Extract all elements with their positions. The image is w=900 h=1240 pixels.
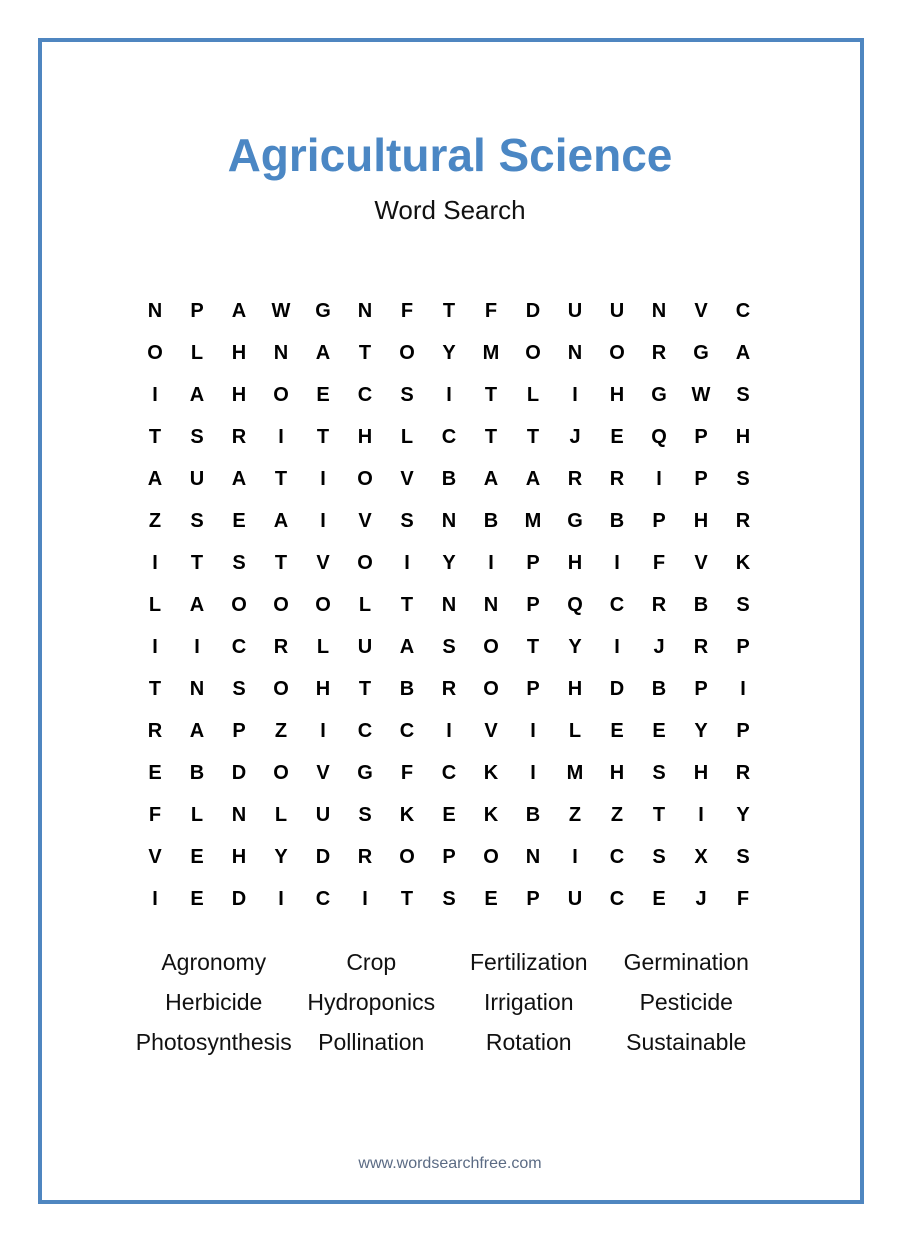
grid-cell: D — [231, 762, 247, 784]
grid-cell: I — [446, 384, 452, 406]
grid-cell: A — [231, 300, 247, 322]
grid-cell: K — [483, 804, 499, 826]
grid-cell: U — [357, 636, 373, 658]
grid-cell: O — [609, 342, 625, 364]
grid-row — [134, 374, 764, 416]
grid-cell: F — [400, 762, 414, 784]
grid-cell: V — [148, 846, 162, 868]
grid-cell: A — [189, 720, 205, 742]
grid-cell: B — [693, 594, 709, 616]
grid-cell: S — [190, 510, 204, 532]
grid-row — [134, 710, 764, 752]
word-list-item: Crop — [346, 949, 397, 975]
grid-cell: H — [693, 762, 709, 784]
grid-cell: T — [526, 426, 540, 448]
grid-cell: I — [152, 636, 158, 658]
word-list-item: Pesticide — [639, 989, 733, 1015]
grid-cell: N — [525, 846, 541, 868]
word-list-item: Agronomy — [161, 949, 267, 975]
grid-cell: C — [609, 594, 625, 616]
grid-cell: R — [651, 594, 667, 616]
grid-row — [134, 500, 764, 542]
grid-cell: R — [735, 510, 751, 532]
grid-cell: I — [194, 636, 200, 658]
grid-cell: I — [530, 762, 536, 784]
grid-cell: V — [694, 300, 708, 322]
grid-cell: O — [483, 678, 499, 700]
grid-cell: S — [232, 678, 246, 700]
grid-cell: N — [441, 510, 457, 532]
grid-cell: A — [189, 384, 205, 406]
grid-cell: E — [610, 426, 624, 448]
grid-cell: D — [609, 678, 625, 700]
grid-cell: P — [736, 720, 750, 742]
grid-cell: R — [147, 720, 163, 742]
grid-row — [134, 836, 764, 878]
grid-cell: Y — [274, 846, 288, 868]
grid-cell: A — [189, 594, 205, 616]
grid-cell: I — [362, 888, 368, 910]
grid-cell: O — [483, 636, 499, 658]
grid-cell: G — [315, 300, 331, 322]
grid-cell: S — [652, 762, 666, 784]
grid-cell: G — [651, 384, 667, 406]
grid-cell: J — [569, 426, 581, 448]
grid-cell: Q — [651, 426, 667, 448]
grid-cell: O — [357, 552, 373, 574]
grid-cell: O — [399, 342, 415, 364]
grid-cell: I — [698, 804, 704, 826]
grid-cell: T — [190, 552, 204, 574]
grid-cell: S — [736, 594, 750, 616]
grid-cell: R — [651, 342, 667, 364]
grid-row — [134, 332, 764, 374]
grid-cell: S — [400, 510, 414, 532]
grid-cell: T — [274, 468, 288, 490]
grid-cell: S — [736, 846, 750, 868]
grid-cell: P — [526, 678, 540, 700]
grid-cell: C — [231, 636, 247, 658]
grid-cell: H — [357, 426, 373, 448]
grid-cell: O — [273, 678, 289, 700]
grid-cell: L — [526, 384, 540, 406]
grid-cell: I — [488, 552, 494, 574]
grid-cell: O — [483, 846, 499, 868]
grid-cell: L — [568, 720, 582, 742]
grid-cell: L — [190, 804, 204, 826]
grid-cell: V — [316, 552, 330, 574]
grid-cell: N — [273, 342, 289, 364]
grid-cell: Y — [442, 552, 456, 574]
grid-cell: E — [232, 510, 246, 532]
grid-cell: H — [315, 678, 331, 700]
grid-cell: V — [316, 762, 330, 784]
word-list-item: Photosynthesis — [135, 1029, 292, 1055]
grid-cell: P — [526, 888, 540, 910]
grid-cell: L — [358, 594, 372, 616]
grid-cell: R — [273, 636, 289, 658]
grid-row — [134, 878, 764, 920]
grid-cell: N — [441, 594, 457, 616]
grid-cell: F — [484, 300, 498, 322]
grid-cell: E — [316, 384, 330, 406]
grid-cell: R — [735, 762, 751, 784]
grid-cell: L — [400, 426, 414, 448]
grid-cell: I — [320, 720, 326, 742]
grid-cell: B — [483, 510, 499, 532]
grid-cell: P — [694, 678, 708, 700]
word-list-item: Herbicide — [165, 989, 263, 1015]
word-list-item: Germination — [623, 949, 749, 975]
word-row — [135, 982, 765, 1022]
grid-cell: U — [189, 468, 205, 490]
grid-cell: U — [567, 888, 583, 910]
grid-row — [134, 626, 764, 668]
grid-cell: C — [609, 888, 625, 910]
page-subtitle: Word Search — [374, 195, 526, 225]
grid-cell: T — [526, 636, 540, 658]
word-list-item: Sustainable — [626, 1029, 747, 1055]
grid-cell: S — [652, 846, 666, 868]
grid-cell: O — [231, 594, 247, 616]
grid-cell: R — [567, 468, 583, 490]
grid-row — [134, 290, 764, 332]
grid-cell: H — [231, 342, 247, 364]
grid-cell: I — [614, 636, 620, 658]
word-list-item: Fertilization — [469, 949, 588, 975]
grid-cell: X — [694, 846, 708, 868]
grid-cell: P — [526, 594, 540, 616]
grid-cell: R — [441, 678, 457, 700]
grid-cell: O — [525, 342, 541, 364]
footer-url: www.wordsearchfree.com — [358, 1155, 542, 1172]
grid-cell: R — [231, 426, 247, 448]
grid-cell: T — [484, 426, 498, 448]
grid-cell: K — [399, 804, 415, 826]
grid-cell: A — [525, 468, 541, 490]
grid-cell: C — [357, 384, 373, 406]
grid-cell: M — [482, 342, 500, 364]
grid-cell: T — [316, 426, 330, 448]
grid-cell: S — [400, 384, 414, 406]
grid-cell: H — [567, 678, 583, 700]
grid-cell: V — [358, 510, 372, 532]
grid-cell: T — [652, 804, 666, 826]
grid-cell: H — [231, 384, 247, 406]
word-list-item: Pollination — [318, 1029, 425, 1055]
grid-cell: D — [231, 888, 247, 910]
grid-cell: S — [232, 552, 246, 574]
grid-cell: G — [357, 762, 373, 784]
grid-cell: T — [400, 594, 414, 616]
grid-cell: S — [736, 468, 750, 490]
grid-cell: P — [526, 552, 540, 574]
page-title: Agricultural Science — [227, 129, 673, 181]
grid-cell: W — [271, 300, 291, 322]
word-row — [135, 1022, 765, 1062]
grid-cell: H — [231, 846, 247, 868]
grid-cell: F — [148, 804, 162, 826]
grid-cell: N — [651, 300, 667, 322]
grid-cell: A — [147, 468, 163, 490]
grid-cell: G — [693, 342, 709, 364]
grid-cell: N — [483, 594, 499, 616]
grid-cell: D — [525, 300, 541, 322]
grid-cell: C — [441, 762, 457, 784]
grid-cell: P — [694, 426, 708, 448]
grid-cell: A — [273, 510, 289, 532]
grid-cell: V — [694, 552, 708, 574]
grid-cell: H — [735, 426, 751, 448]
grid-cell: V — [484, 720, 498, 742]
grid-cell: K — [483, 762, 499, 784]
grid-cell: D — [315, 846, 331, 868]
grid-cell: Q — [567, 594, 583, 616]
grid-cell: T — [274, 552, 288, 574]
grid-cell: H — [609, 762, 625, 784]
grid-cell: P — [694, 468, 708, 490]
grid-cell: A — [231, 468, 247, 490]
grid-cell: L — [274, 804, 288, 826]
grid-cell: F — [652, 552, 666, 574]
grid-cell: O — [147, 342, 163, 364]
grid-cell: W — [691, 384, 711, 406]
grid-cell: S — [442, 636, 456, 658]
grid-cell: N — [231, 804, 247, 826]
grid-cell: R — [609, 468, 625, 490]
grid-cell: H — [693, 510, 709, 532]
grid-cell: S — [736, 384, 750, 406]
grid-cell: S — [442, 888, 456, 910]
grid-cell: A — [483, 468, 499, 490]
grid-row — [134, 542, 764, 584]
grid-cell: Z — [274, 720, 288, 742]
grid-cell: I — [404, 552, 410, 574]
word-list-item: Hydroponics — [307, 989, 436, 1015]
grid-cell: J — [695, 888, 707, 910]
grid-row — [134, 584, 764, 626]
grid-cell: A — [399, 636, 415, 658]
grid-cell: P — [652, 510, 666, 532]
grid-cell: I — [152, 552, 158, 574]
grid-cell: S — [190, 426, 204, 448]
grid-cell: R — [357, 846, 373, 868]
grid-cell: N — [147, 300, 163, 322]
grid-cell: H — [609, 384, 625, 406]
grid-cell: Y — [442, 342, 456, 364]
grid-cell: I — [530, 720, 536, 742]
grid-row — [134, 458, 764, 500]
grid-cell: T — [484, 384, 498, 406]
grid-row — [134, 668, 764, 710]
grid-cell: I — [656, 468, 662, 490]
grid-cell: F — [736, 888, 750, 910]
grid-cell: I — [320, 468, 326, 490]
grid-cell: A — [735, 342, 751, 364]
grid-cell: B — [651, 678, 667, 700]
word-row — [135, 942, 765, 982]
grid-cell: I — [572, 384, 578, 406]
grid-cell: E — [190, 846, 204, 868]
grid-cell: K — [735, 552, 751, 574]
letter-grid — [134, 290, 764, 920]
grid-cell: I — [320, 510, 326, 532]
grid-cell: O — [357, 468, 373, 490]
grid-cell: M — [566, 762, 584, 784]
grid-cell: Y — [568, 636, 582, 658]
grid-cell: E — [190, 888, 204, 910]
grid-cell: O — [273, 384, 289, 406]
grid-cell: O — [399, 846, 415, 868]
grid-cell: Y — [736, 804, 750, 826]
grid-cell: Z — [148, 510, 162, 532]
grid-cell: V — [400, 468, 414, 490]
grid-cell: U — [609, 300, 625, 322]
grid-cell: I — [572, 846, 578, 868]
grid-cell: R — [693, 636, 709, 658]
grid-cell: C — [357, 720, 373, 742]
grid-cell: I — [614, 552, 620, 574]
grid-cell: P — [232, 720, 246, 742]
word-list — [135, 942, 765, 1062]
grid-cell: I — [152, 888, 158, 910]
grid-cell: N — [189, 678, 205, 700]
grid-cell: I — [740, 678, 746, 700]
grid-cell: N — [357, 300, 373, 322]
grid-cell: E — [652, 720, 666, 742]
grid-cell: E — [148, 762, 162, 784]
grid-cell: N — [567, 342, 583, 364]
word-list-item: Rotation — [485, 1029, 572, 1055]
grid-cell: E — [610, 720, 624, 742]
grid-cell: Z — [568, 804, 582, 826]
grid-cell: Z — [610, 804, 624, 826]
grid-cell: B — [189, 762, 205, 784]
grid-cell: T — [148, 426, 162, 448]
grid-cell: C — [441, 426, 457, 448]
grid-cell: P — [736, 636, 750, 658]
grid-cell: J — [653, 636, 665, 658]
grid-cell: T — [148, 678, 162, 700]
grid-cell: T — [358, 678, 372, 700]
grid-cell: C — [609, 846, 625, 868]
grid-cell: E — [652, 888, 666, 910]
grid-cell: B — [399, 678, 415, 700]
grid-cell: I — [152, 384, 158, 406]
grid-cell: F — [400, 300, 414, 322]
grid-cell: T — [442, 300, 456, 322]
grid-row — [134, 416, 764, 458]
grid-cell: E — [442, 804, 456, 826]
grid-cell: A — [315, 342, 331, 364]
grid-cell: L — [148, 594, 162, 616]
grid-cell: P — [190, 300, 204, 322]
grid-cell: G — [567, 510, 583, 532]
grid-cell: Y — [694, 720, 708, 742]
grid-cell: L — [316, 636, 330, 658]
grid-cell: M — [524, 510, 542, 532]
grid-cell: B — [441, 468, 457, 490]
grid-cell: T — [358, 342, 372, 364]
grid-cell: C — [735, 300, 751, 322]
grid-cell: C — [315, 888, 331, 910]
grid-cell: B — [525, 804, 541, 826]
word-list-item: Irrigation — [484, 989, 574, 1015]
grid-cell: S — [358, 804, 372, 826]
grid-cell: B — [609, 510, 625, 532]
grid-cell: C — [399, 720, 415, 742]
grid-cell: O — [315, 594, 331, 616]
grid-cell: I — [278, 888, 284, 910]
grid-cell: T — [400, 888, 414, 910]
grid-cell: O — [273, 762, 289, 784]
grid-row — [134, 794, 764, 836]
grid-cell: I — [446, 720, 452, 742]
grid-cell: H — [567, 552, 583, 574]
grid-cell: I — [278, 426, 284, 448]
grid-cell: P — [442, 846, 456, 868]
grid-cell: U — [567, 300, 583, 322]
grid-cell: O — [273, 594, 289, 616]
grid-cell: U — [315, 804, 331, 826]
grid-row — [134, 752, 764, 794]
grid-cell: E — [484, 888, 498, 910]
grid-cell: L — [190, 342, 204, 364]
